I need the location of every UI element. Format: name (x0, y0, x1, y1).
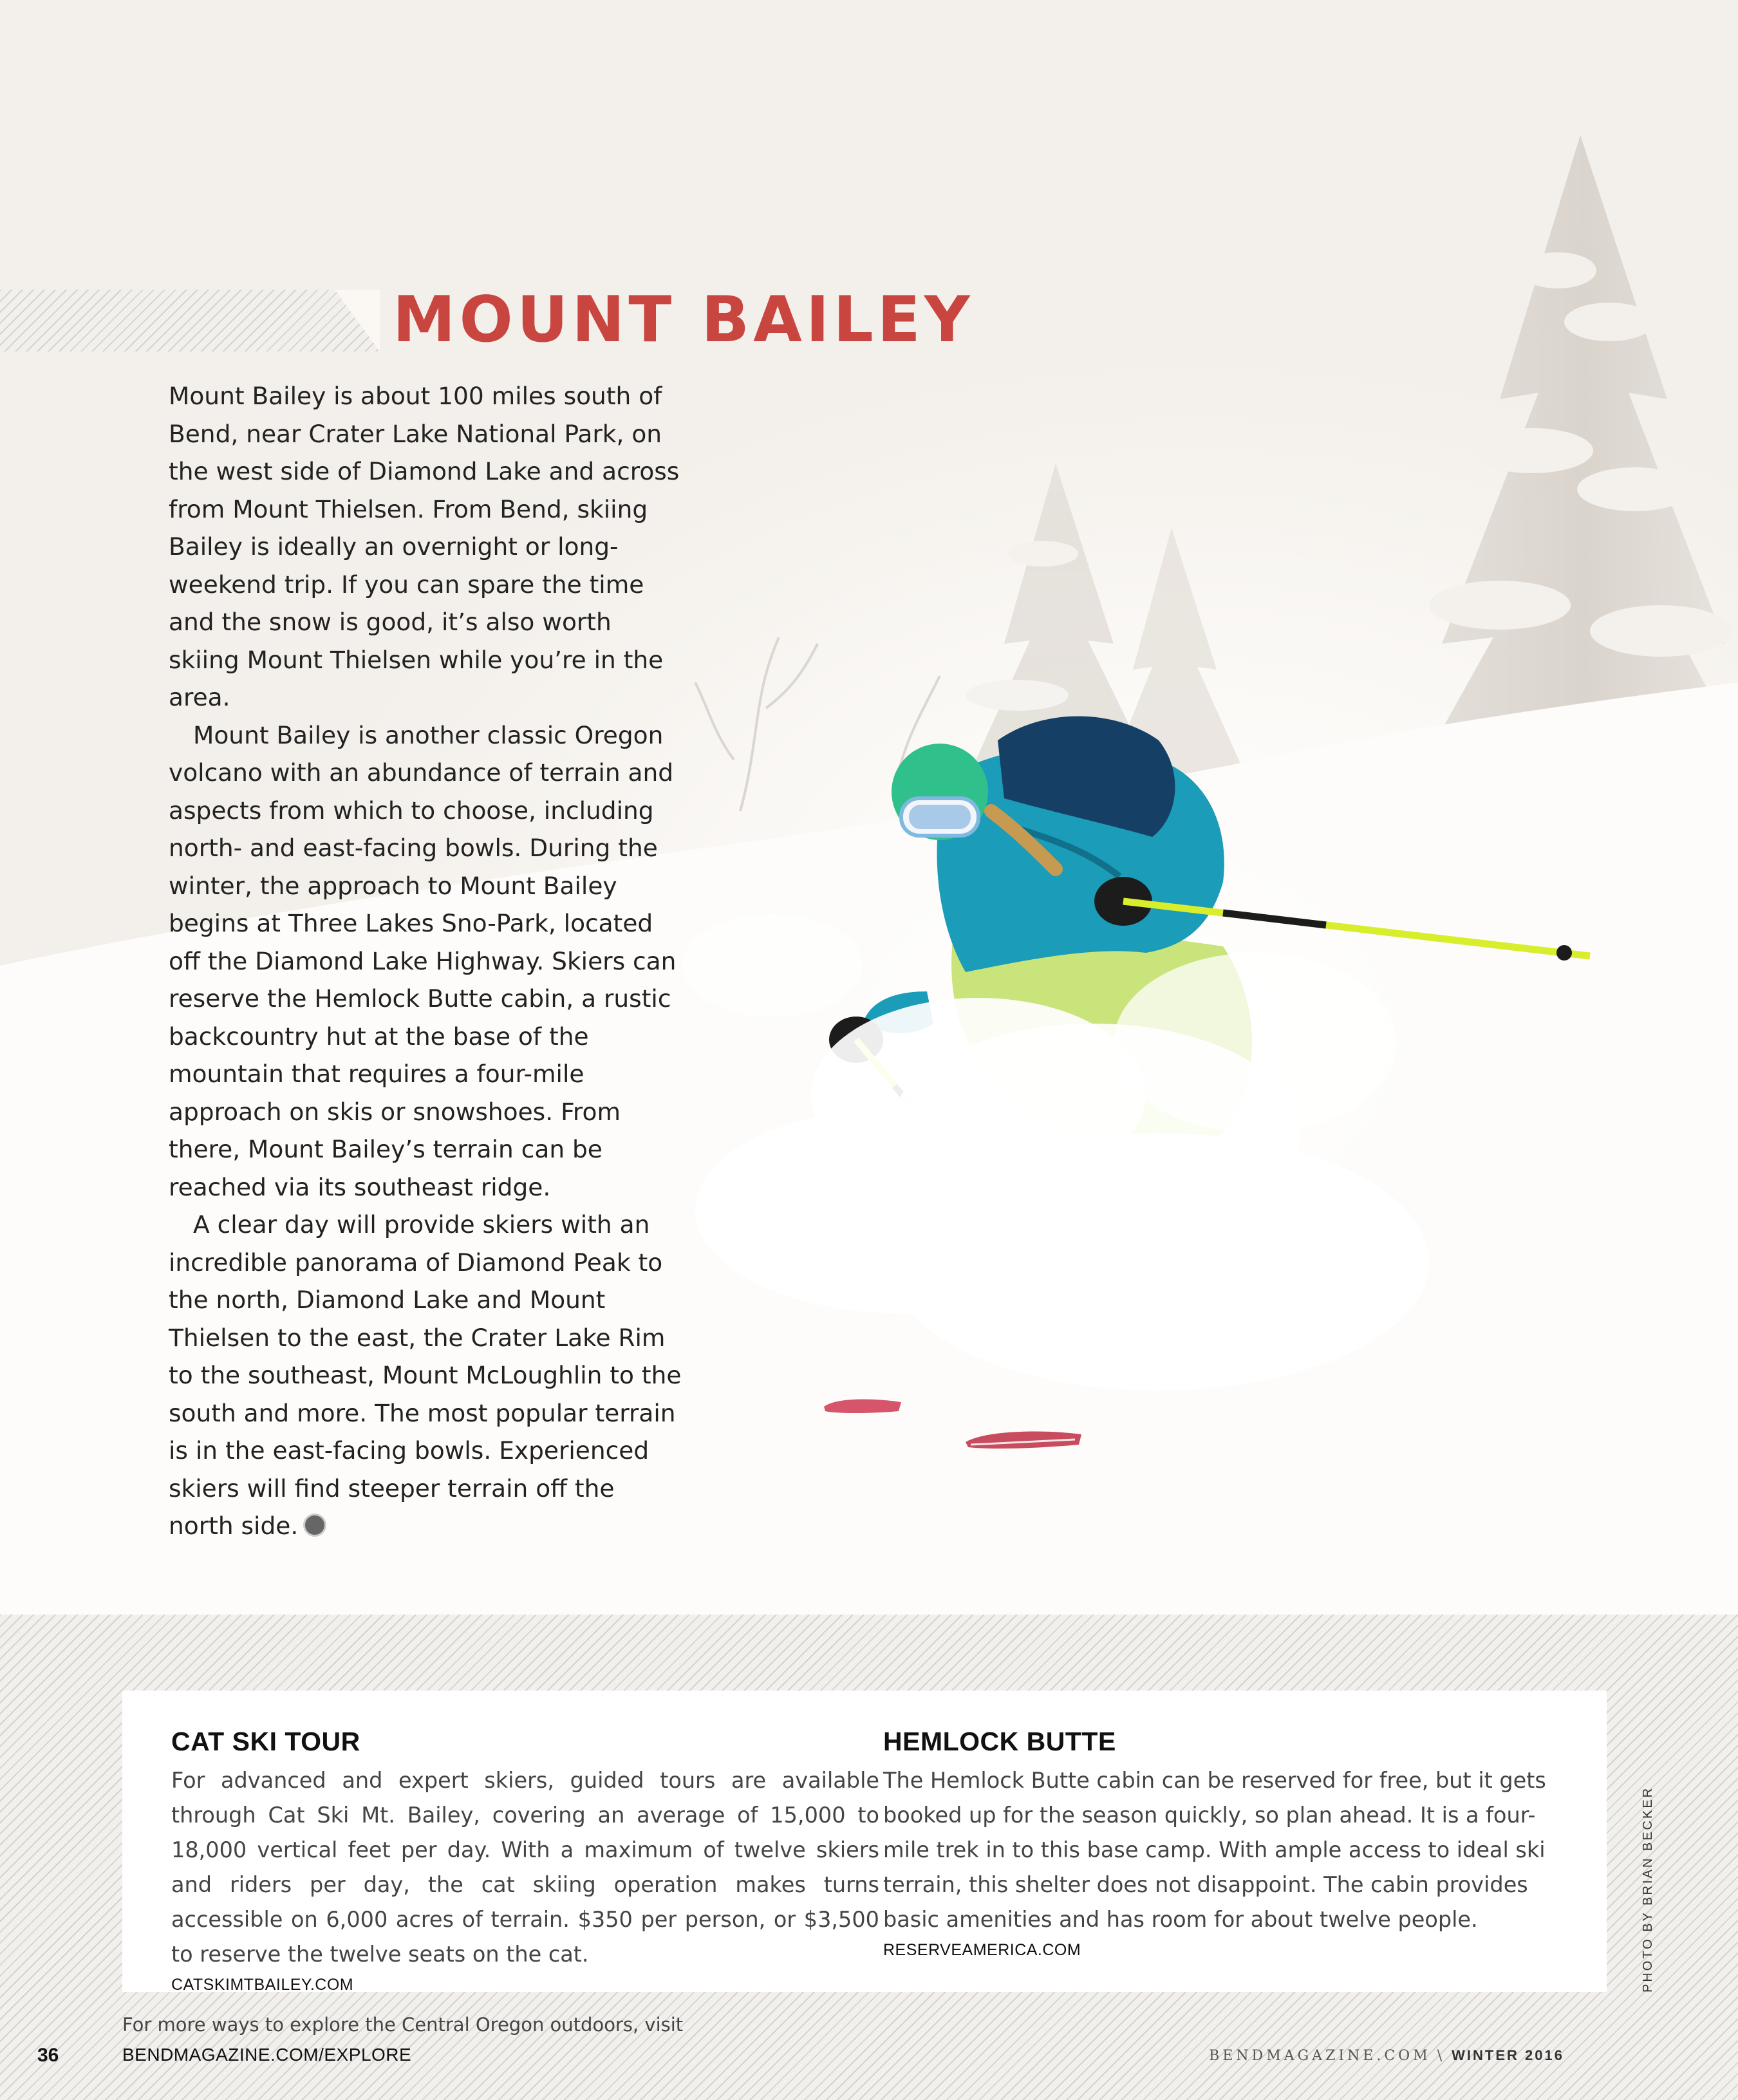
hemlock-butte-heading: HEMLOCK BUTTE (883, 1727, 1116, 1756)
article-paragraph (169, 1206, 684, 1545)
article-paragraph-text: A clear day will provide skiers with an incredible panorama of Diamond Peak to the north, Diamond Lake and Mount Thielsen to the east, the Crater Lake Rim to the southeast, Mount McLoughlin to the south and more. The most popular terrain is in the east-facing bowls. Experienced skiers will find steeper terrain off the north side. (169, 1210, 682, 1540)
cat-ski-tour-link[interactable]: CATSKIMTBAILEY.COM (171, 1976, 354, 1994)
hemlock-butte-text: The Hemlock Butte cabin can be reserved for free, but it gets booked up for the season quickly, so plan ahead. It is a four-mile trek in to this base camp. With ample access to ideal ski terrain, this shelter does not disappoint. The cabin provides basic amenities and has room for about twelve people. (883, 1768, 1546, 1932)
cat-ski-tour-text: For advanced and expert skiers, guided tours are available through Cat Ski Mt. Bailey, covering an average of 15,000 to 18,000 vertical feet per day. With a maximum of twelve skiers and riders per day, the cat skiing operation makes turns accessible on 6,000 acres of terrain. $350 per person, or $3,500 to reserve the twelve seats on the cat. (171, 1768, 879, 1967)
article-paragraph: Mount Bailey is about 100 miles south of Bend, near Crater Lake National Park, on the west side of Diamond Lake and across from Mount Thielsen. From Bend, skiing Bailey is ideally an overnight or long-weekend trip. If you can spare the time and the snow is good, it’s also worth skiing Mount Thielsen while you’re in the area. (169, 382, 680, 711)
explore-link[interactable]: BENDMAGAZINE.COM/EXPLORE (122, 2045, 412, 2065)
sidebar-box (122, 1691, 1607, 1992)
hemlock-butte-link[interactable]: RESERVEAMERICA.COM (883, 1941, 1081, 1959)
article-body (169, 377, 684, 1545)
page-number: 36 (37, 2045, 59, 2066)
explore-prompt: For more ways to explore the Central Oregon outdoors, visit (122, 2014, 684, 2036)
end-mark-icon (303, 1514, 326, 1537)
cat-ski-tour-section (171, 1727, 879, 1994)
folio-separator: \ (1437, 2048, 1446, 2064)
title-band-angle (335, 290, 380, 352)
folio-issue: WINTER 2016 (1452, 2047, 1564, 2063)
folio (1209, 2047, 1564, 2064)
page-title: MOUNT BAILEY (393, 283, 974, 357)
cat-ski-tour-heading: CAT SKI TOUR (171, 1727, 360, 1756)
title-hatch-band (0, 290, 380, 352)
hemlock-butte-section (883, 1727, 1572, 1960)
photo-credit: PHOTO BY BRIAN BECKER (1641, 1786, 1655, 1992)
folio-site: BENDMAGAZINE.COM (1209, 2048, 1431, 2064)
article-paragraph: Mount Bailey is another classic Oregon volcano with an abundance of terrain and aspects from which to choose, including north- and east-facing bowls. During the winter, the approach to Mount Bailey begins at Three Lakes Sno-Park, located off the Diamond Lake Highway. Skiers can reserve the Hemlock Butte cabin, a rustic backcountry hut at the base of the mountain that requires a four-mile approach on skis or snowshoes. From there, Mount Bailey’s terrain can be reached via its southeast ridge. (169, 720, 677, 1201)
